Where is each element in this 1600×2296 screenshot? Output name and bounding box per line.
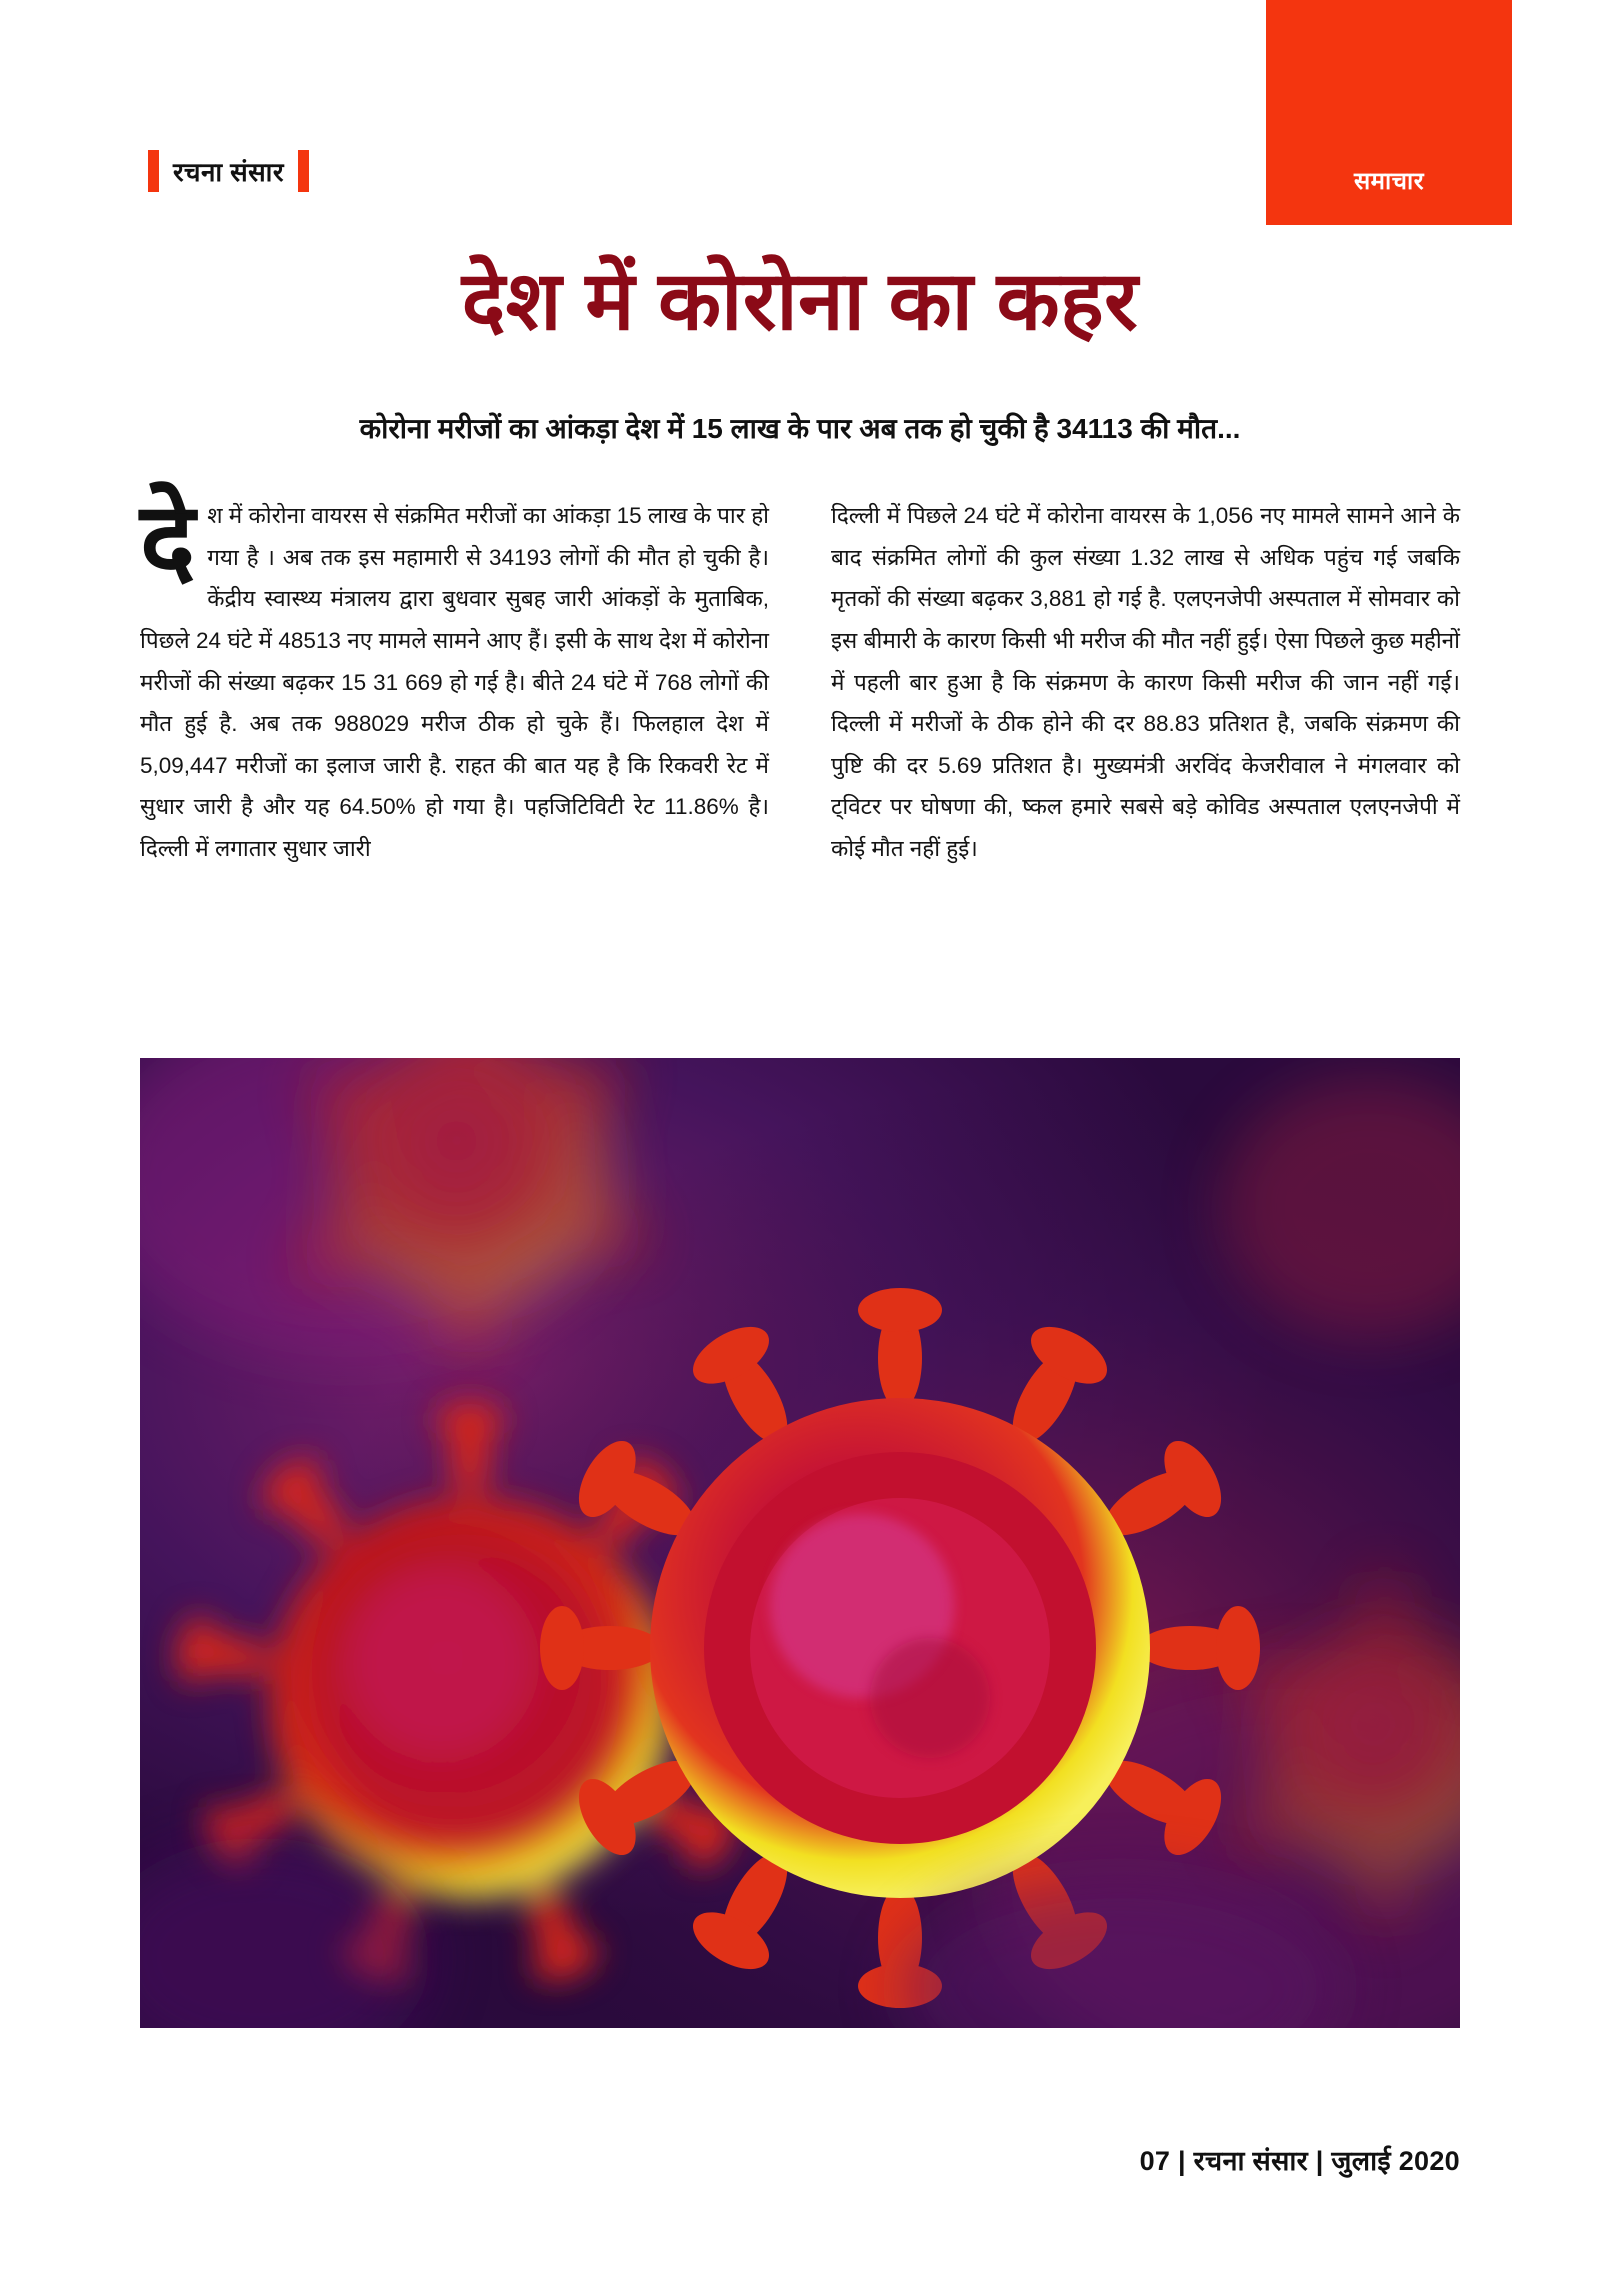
article-paragraph-right: दिल्ली में पिछले 24 घंटे में कोरोना वायरस के 1,056 नए मामले सामने आने के बाद संक्रमित लोगों की कुल संख्या 1.32 लाख से अधिक पहुंच गई जबकि मृतकों की संख्या बढ़कर 3,881 हो गई है. एलएनजेपी अस्पताल में सोमवार को इस बीमारी के कारण किसी भी मरीज की मौत नहीं हुई। ऐसा पिछले कुछ महीनों में पहली बार हुआ है कि संक्रमण के कारण किसी मरीज की जान नहीं गई। दिल्ली में मरीजों के ठीक होने की दर 88.83 प्रतिशत है, जबकि संक्रमण की पुष्टि की दर 5.69 प्रतिशत है। मुख्यमंत्री अरविंद केजरीवाल ने मंगलवार को ट्विटर पर घोषणा की, ष्कल हमारे सबसे बड़े कोविड अस्पताल एलएनजेपी में कोई मौत नहीं हुई। [831, 503, 1460, 861]
article-image [140, 1058, 1460, 2028]
article-column-left [140, 483, 769, 870]
brand-bar-left-icon [148, 150, 159, 192]
brand-row [148, 150, 309, 192]
page-footer: 07 | रचना संसार | जुलाई 2020 [1139, 2146, 1460, 2176]
article-paragraph-left: श में कोरोना वायरस से संक्रमित मरीजों का आंकड़ा 15 लाख के पार हो गया है । अब तक इस महामारी से 34193 लोगों की मौत हो चुकी है। केंद्रीय स्वास्थ्य मंत्रालय द्वारा बुधवार सुबह जारी आंकड़ों के मुताबिक, पिछले 24 घंटे में 48513 नए मामले सामने आए हैं। इसी के साथ देश में कोरोना मरीजों की संख्या बढ़कर 15 31 669 हो गई है। बीते 24 घंटे में 768 लोगों की मौत हुई है. अब तक 988029 मरीज ठीक हो चुके हैं। फिलहाल देश में 5,09,447 मरीजों का इलाज जारी है. राहत की बात यह है कि रिकवरी रेट में सुधार जारी है और यह 64.50% हो गया है। पहजिटिविटी रेट 11.86% है। दिल्ली में लगातार सुधार जारी [140, 503, 769, 861]
article-body [140, 483, 1460, 870]
category-block [1266, 0, 1512, 225]
article-column-right [831, 495, 1460, 870]
brand-bar-right-icon [298, 150, 309, 192]
article-subhead: कोरोना मरीजों का आंकड़ा देश में 15 लाख के पार अब तक हो चुकी है 34113 की मौत... [359, 413, 1241, 444]
dropcap: दे [140, 483, 196, 599]
brand-name: रचना संसार [173, 157, 284, 187]
coronavirus-illustration-icon [140, 1058, 1460, 2028]
page-title: देश में कोरोना का कहर [461, 256, 1139, 347]
category-label: समाचार [1353, 168, 1425, 195]
